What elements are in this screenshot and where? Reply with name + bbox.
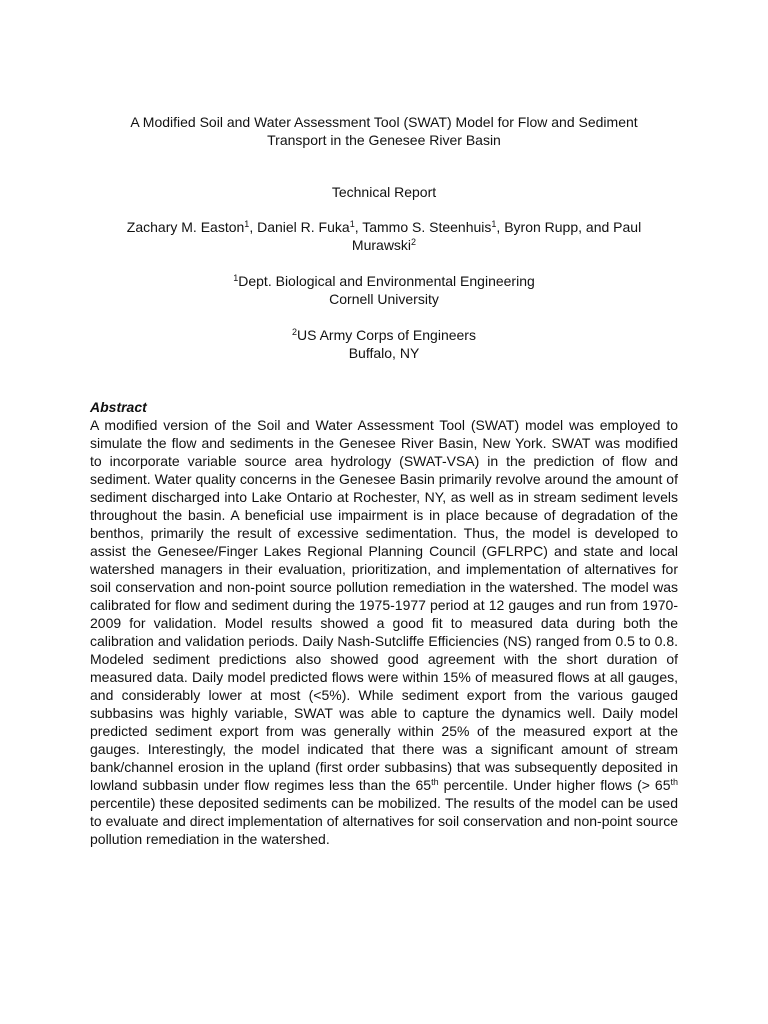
author-3-affiliation-marker: 1: [491, 219, 497, 229]
abstract-text-part-1: A modified version of the Soil and Water Assessment Tool (SWAT) model was employed to simulate the flow and sediments in the Genesee River Basin, New York. SWAT was modified to incorporate variable source area hydrology (SWAT-VSA) in the prediction of flow and sediment. Water quality concerns in the Genesee Basin primarily revolve around the amount of sediment discharged into Lake Ontario at Rochester, NY, as well as in stream sediment levels throughout the basin. A beneficial use impairment is in place because of degradation of the benthos, primarily the result of excessive sedimentation. Thus, the model is developed to assist the Genesee/Finger Lakes Regional Planning Council (GFLRPC) and state and local watershed managers in their evaluation, prioritization, and implementation of alternatives for soil conservation and non-point source pollution remediation in the watershed. The model was calibrated for flow and sediment during the 1975-1977 period at 12 gauges and run from 1970-2009 for validation. Model results showed a good fit to measured data during both the calibration and validation periods. Daily Nash-Sutcliffe Efficiencies (NS) ranged from 0.5 to 0.8. Modeled sediment predictions also showed good agreement with the short duration of measured data. Daily model predicted flows were within 15% of measured flows at all gauges, and considerably lower at most (<5%). While sediment export from the various gauged subbasins was highly variable, SWAT was able to capture the dynamics well. Daily model predicted sediment export from was generally within 25% of the measured export at the gauges. Interestingly, the model indicated that there was a significant amount of stream bank/channel erosion in the upland (first order subbasins) that was subsequently deposited in lowland subbasin under flow regimes less than the 65: [90, 417, 678, 793]
author-2: , Daniel R. Fuka: [249, 219, 350, 235]
author-5: Murawski: [351, 237, 412, 253]
title-line-1: A Modified Soil and Water Assessment Tool (SWAT) Model for Flow and Sediment: [130, 114, 638, 130]
abstract-superscript-2: th: [670, 777, 678, 787]
affiliation-1: [90, 272, 678, 308]
report-type: Technical Report: [331, 184, 437, 200]
author-1-affiliation-marker: 1: [244, 219, 250, 229]
affiliation-2-location: Buffalo, NY: [348, 345, 420, 361]
affiliation-1-marker: 1: [233, 273, 239, 283]
abstract-heading: Abstract: [90, 399, 147, 415]
abstract-body: [90, 416, 678, 848]
affiliation-2: [90, 326, 678, 362]
title-line-2: Transport in the Genesee River Basin: [267, 132, 501, 148]
abstract-text-part-2: percentile. Under higher flows (> 65: [438, 777, 671, 793]
affiliation-2-marker: 2: [292, 327, 298, 337]
abstract-superscript-1: th: [431, 777, 439, 787]
author-4: , Byron Rupp, and Paul: [496, 219, 642, 235]
author-2-affiliation-marker: 1: [349, 219, 355, 229]
author-1: Zachary M. Easton: [126, 219, 245, 235]
affiliation-1-institution: Cornell University: [329, 291, 439, 307]
author-3: , Tammo S. Steenhuis: [354, 219, 492, 235]
abstract-text-part-3: percentile) these deposited sediments can be mobilized. The results of the model can be used to evaluate and direct implementation of alternatives for soil conservation and non-point source pollution remediation in the watershed.: [90, 795, 678, 847]
document-title: [90, 113, 678, 149]
affiliation-1-dept: Dept. Biological and Environmental Engineering: [238, 273, 535, 289]
author-5-affiliation-marker: 2: [411, 237, 417, 247]
author-list: [90, 218, 678, 254]
affiliation-2-org: US Army Corps of Engineers: [297, 327, 476, 343]
